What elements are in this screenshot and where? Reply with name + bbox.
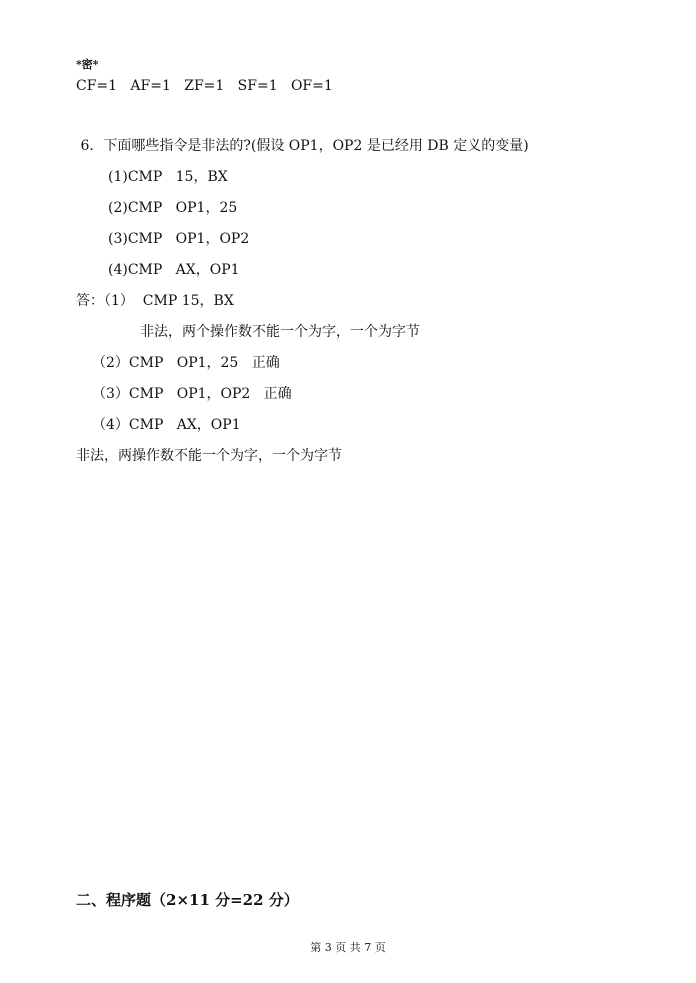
answer-line: 答：（1） CMP 15，BX — [76, 293, 234, 309]
answer-line: （2）CMP OP1，25 正确 — [92, 355, 280, 371]
section-heading: 二、程序题（2×11 分=22 分） — [76, 891, 299, 909]
question-option: (3)CMP OP1，OP2 — [108, 231, 250, 247]
question-text: 6．下面哪些指令是非法的?(假设 OP1，OP2 是已经用 DB 定义的变量) — [76, 138, 529, 154]
answer-line: （4）CMP AX，OP1 — [92, 417, 241, 433]
page-footer: 第 3 页 共 7 页 — [310, 941, 386, 954]
answer-line: （3）CMP OP1，OP2 正确 — [92, 386, 292, 402]
answer-line: 非法，两个操作数不能一个为字，一个为字节 — [140, 324, 420, 340]
answer-line: 非法，两操作数不能一个为字，一个为字节 — [76, 448, 342, 464]
question-option: (4)CMP AX，OP1 — [108, 262, 240, 278]
confidential-stamp: *密* — [76, 58, 99, 71]
question-option: (2)CMP OP1，25 — [108, 200, 238, 216]
flags-line: CF=1 AF=1 ZF=1 SF=1 OF=1 — [76, 78, 333, 94]
question-option: (1)CMP 15，BX — [108, 169, 228, 185]
